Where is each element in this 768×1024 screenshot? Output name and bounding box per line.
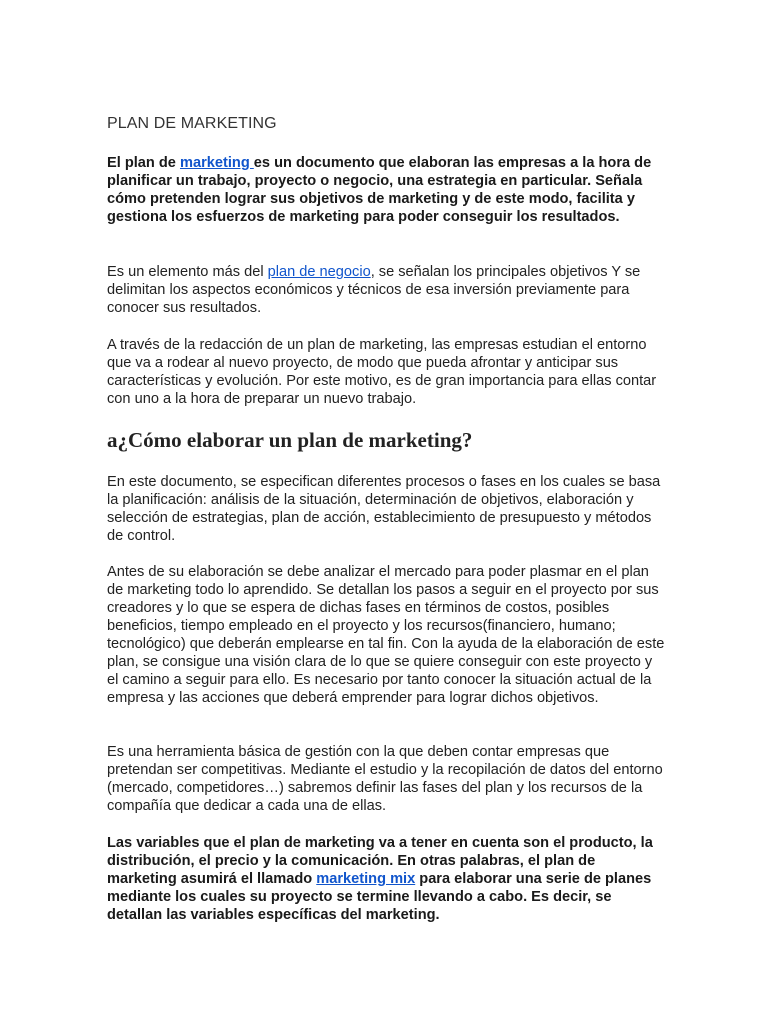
intro-paragraph xyxy=(107,154,667,226)
variables-text-end: para elaborar una serie de planes mediante los cuales su proyecto se termine llevando a cabo. Es decir, se detallan las variables específicas del marketing. xyxy=(107,871,652,923)
analysis-paragraph: Antes de su elaboración se debe analizar el mercado para poder plasmar en el plan de marketing todo lo aprendido. Se detallan los pasos a seguir en el proyecto por sus creadores y lo que se espera de dichas fases en términos de costos, posibles beneficios, tiempo empleado en el proyecto y los recursos(financiero, humano; tecnológico) que deberán emplearse en tal fin. Con la ayuda de la elaboración de este plan, se consigue una visión clara de lo que se quiere conseguir con este proyecto y el camino a seguir para ello. Es necesario por tanto conocer la situación actual de la empresa y las acciones que deberá emprender para lograr dichos objetivos. xyxy=(107,564,665,706)
document-title: PLAN DE MARKETING xyxy=(107,115,277,132)
intro-text-end: es un documento que elaboran las empresas a la hora de planificar un trabajo, proyecto o negocio, una estrategia en particular. Señala cómo pretenden lograr sus objetivos de marketing y de este modo, facilita y gestiona los esfuerzos de marketing para poder conseguir los resultados. xyxy=(107,155,652,225)
business-plan-text-end: , se señalan los principales objetivos Y se delimitan los aspectos económicos y técnicos de esa inversión previamente para conocer sus resultados. xyxy=(107,264,641,316)
marketing-link[interactable]: marketing xyxy=(179,155,254,171)
business-plan-paragraph xyxy=(107,263,667,317)
redaction-paragraph: A través de la redacción de un plan de marketing, las empresas estudian el entorno que va a rodear al nuevo proyecto, de modo que pueda afrontar y anticipar sus características y evolución. Por este motivo, es de gran importancia para ellas contar con uno a la hora de preparar un nuevo trabajo. xyxy=(107,337,657,407)
marketing-mix-link[interactable]: marketing mix xyxy=(316,871,416,887)
business-plan-text-start: Es un elemento más del xyxy=(107,264,268,280)
section-heading: a¿Cómo elaborar un plan de marketing? xyxy=(107,428,473,452)
intro-text-start: El plan de xyxy=(107,155,180,171)
variables-text-start: Las variables que el plan de marketing va a tener en cuenta son el producto, la distribución, el precio y la comunicación. En otras palabras, el plan de marketing asumirá el llamado xyxy=(107,835,653,887)
tool-paragraph: Es una herramienta básica de gestión con la que deben contar empresas que pretendan ser competitivas. Mediante el estudio y la recopilación de datos del entorno (mercado, competidores…) sabremos definir las fases del plan y los recursos de la compañía que dedicar a cada una de ellas. xyxy=(107,744,663,814)
plan-de-negocio-link[interactable]: plan de negocio xyxy=(267,264,371,280)
variables-paragraph xyxy=(107,834,667,924)
phases-paragraph: En este documento, se especifican diferentes procesos o fases en los cuales se basa la planificación: análisis de la situación, determinación de objetivos, elaboración y selección de estrategias, plan de acción, establecimiento de presupuesto y métodos de control. xyxy=(107,474,661,544)
